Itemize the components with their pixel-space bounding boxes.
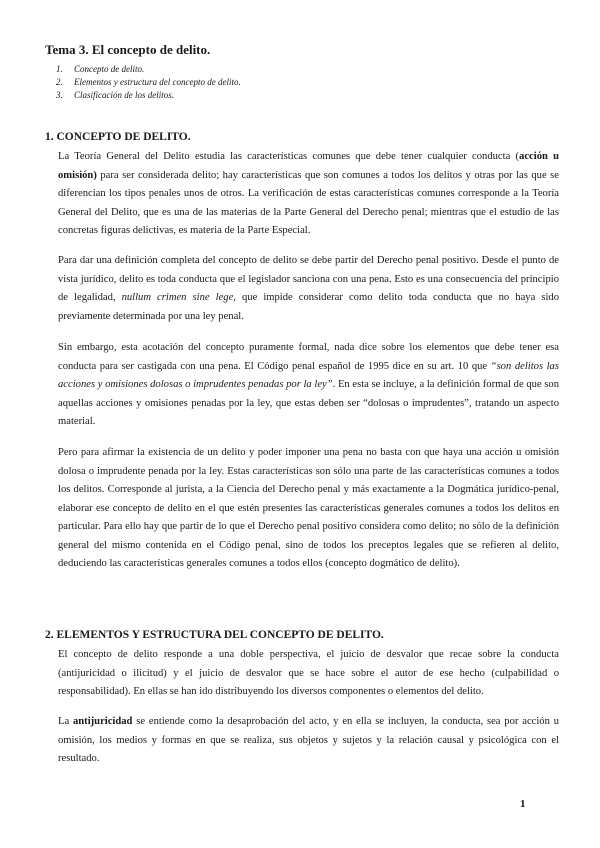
toc-item (56, 76, 241, 89)
toc-item-text: Elementos y estructura del concepto de delito. (74, 77, 241, 87)
toc-item-number: 1. (56, 64, 63, 74)
paragraph-definicion (58, 252, 559, 326)
paragraph-dogmatica: Pero para afirmar la existencia de un delito y poder imponer una pena no basta con que haya una acción u omisión dolosa o imprudente penada por la ley. Estas características son sólo una parte de las características comunes a todos los delitos. Corresponde al jurista, a la Ciencia del Derecho penal y más exactamente a la Dogmática jurídico-penal, elaborar ese concepto de delito en el que estén presentes las características generales comunes a todos los delitos en particular. Para ello hay que partir de lo que el Derecho penal positivo considera como delito; no sólo de la definición general del mismo contenida en el Código penal, sino de todos los preceptos legales que se refieren al delito, deduciendo las características generales comunes a todos ellos (concepto dogmático de delito). (58, 447, 559, 569)
toc-item-number: 3. (56, 90, 63, 100)
paragraph-teoria-general (58, 148, 559, 241)
paragraph-text: Para dar una definición completa del concepto de delito se debe partir del Derecho penal positivo. Desde el punto de vista jurídico, delito es toda conducta que el legislador sanciona con una pena. Esto es una consecuencia del principio de legalidad, (58, 255, 559, 303)
bold-term-antijuricidad: antijuricidad (72, 716, 133, 727)
toc-item (56, 89, 241, 102)
toc-item (56, 63, 241, 76)
paragraph-text: La Teoría General del Delito estudia las características comunes que debe tener cualquier conducta ( (58, 151, 520, 162)
toc-item-text: Concepto de delito. (74, 64, 145, 74)
paragraph-doble-perspectiva: El concepto de delito responde a una doble perspectiva, el juicio de desvalor que recae sobre la conducta (antijuricidad o ilicitud) y el juicio de desvalor que se hace sobre el autor de ese hecho (culpabilidad o responsabilidad). En ellas se han ido distribuyendo los diversos componentes o elementos del delito. (58, 649, 559, 697)
quoted-article: “son delitos las acciones y omisiones dolosas o imprudentes penadas por la ley” (58, 360, 559, 390)
paragraph-text: La (58, 716, 73, 727)
page-number: 1 (520, 798, 526, 810)
paragraph-text: Sin embargo, esta acotación del concepto puramente formal, nada dice sobre los elementos que debe tener esa conducta para ser castigada con una pena. El Código penal español de 1995 dice en su art. 10 que (58, 342, 559, 372)
toc-item-number: 2. (56, 77, 63, 87)
paragraph-codigo-penal (58, 339, 559, 432)
section-heading-elementos: 2. ELEMENTOS Y ESTRUCTURA DEL CONCEPTO DE DELITO. (45, 629, 384, 641)
paragraph-antijuricidad (58, 713, 559, 769)
paragraph-text: . En esta se incluye, a la definición formal de que son aquellas acciones y omisiones penadas por la ley, que estas deben ser “dolosas o imprudentes”, tratando un aspecto material. (58, 379, 559, 427)
paragraph-text: , que impide considerar como delito toda conducta que no haya sido previamente determinada por una ley penal. (58, 292, 559, 322)
toc-item-text: Clasificación de los delitos. (74, 90, 174, 100)
bold-term-accion-omision: acción u omisión) (58, 151, 559, 181)
paragraph-text: para ser considerada delito; hay características que son comunes a todos los delitos y otras por las que se diferencian los tipos penales unos de otros. La verificación de estas características comunes corresponde a la Teoría General del Delito, que es una de las materias de la Parte General del Derecho penal; mientras que el estudio de las concretas figuras delictivas, es materia de la Parte Especial. (58, 169, 559, 236)
document-title: Tema 3. El concepto de delito. (45, 42, 211, 57)
latin-phrase: nullum crimen sine lege (121, 292, 234, 303)
table-of-contents (56, 63, 241, 102)
section-heading-concepto: 1. CONCEPTO DE DELITO. (45, 131, 191, 143)
paragraph-text: se entiende como la desaprobación del acto, y en ella se incluyen, la conducta, sea por acción u omisión, los medios y formas en que se realiza, sus objetos y sujetos y la relación causal y psicológica con el resultado. (58, 716, 559, 764)
